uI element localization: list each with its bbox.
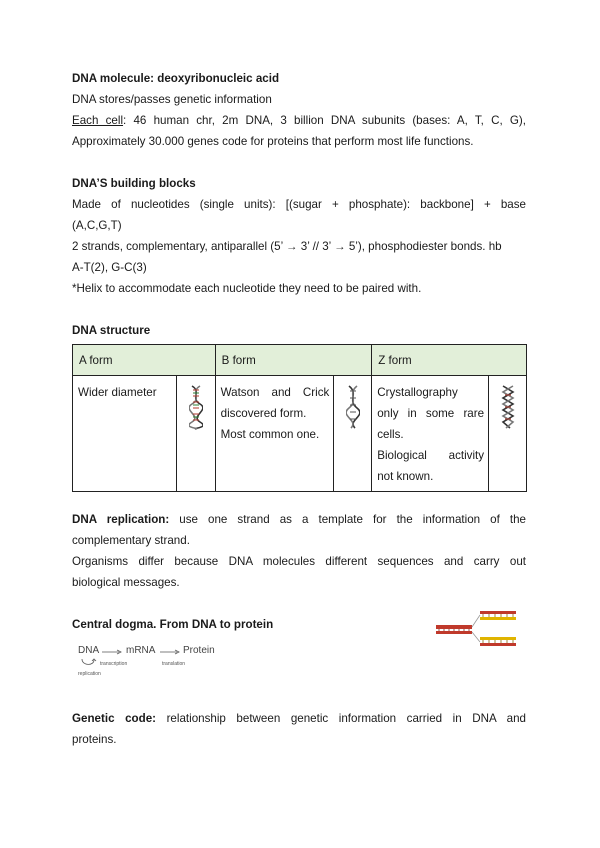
a-form-line: Wider diameter [78,386,157,399]
dogma-protein-label: Protein [183,645,215,656]
a-form-helix-cell [176,376,215,492]
dogma-translation-label: translation [162,661,186,667]
b-form-line: Watson and Crick [220,386,330,399]
section-heading-dna-structure: DNA structure [72,324,151,337]
each-cell-text: : 46 human chr, 2m DNA, 3 billion DNA subunits (bases: A, T, C, G), [123,114,527,127]
paragraph-line-genetic-code [72,708,526,729]
dna-strands-illustration [436,607,518,655]
table-header-row [73,345,527,376]
section-heading-dna-molecule: DNA molecule: deoxyribonucleic acid [72,72,280,85]
a-form-description [73,376,177,492]
replication-text: use one strand as a template for the information of the [169,513,526,526]
section-heading-building-blocks: DNA’S building blocks [72,177,196,190]
b-form-line: discovered form. [220,407,307,420]
replication-loop-icon [80,657,98,667]
section-heading-central-dogma: Central dogma. From DNA to protein [72,618,274,631]
z-form-line: Crystallography [377,386,458,399]
z-form-line: not known. [377,470,434,483]
z-form-helix-image [501,384,515,430]
z-form-line: only in some rare [377,407,485,420]
b-form-description [215,376,334,492]
arrow-right-icon [160,649,180,655]
paragraph-line-each-cell [72,110,526,131]
b-form-helix-cell [334,376,372,492]
dogma-mrna-label: mRNA [126,645,156,656]
a-form-helix-image [189,384,203,430]
column-header-a-form: A form [73,345,216,376]
z-form-description [372,376,489,492]
paragraph-line: Approximately 30.000 genes code for proteins that perform most life functions. [72,135,474,148]
paragraph-line: Made of nucleotides (single units): [(sugar + phosphate): backbone] + base [72,198,526,211]
paragraph-line: Organisms differ because DNA molecules different sequences and carry out [72,555,526,568]
paragraph-line: complementary strand. [72,534,190,547]
dogma-dna-label: DNA [78,645,100,656]
dogma-transcription-label: transcription [100,661,128,667]
b-form-line: Most common one. [220,428,320,441]
column-header-z-form: Z form [372,345,527,376]
each-cell-label: Each cell [72,114,124,127]
paragraph-line: 2 strands, complementary, antiparallel (5’ → 3’ // 3’ → 5’), phosphodiester bonds. hb [72,240,502,253]
dna-forms-table [72,344,527,492]
arrow-right-icon [102,649,122,655]
replication-label: DNA replication: [72,513,170,526]
paragraph-line: A-T(2), G-C(3) [72,261,147,274]
z-form-helix-cell [489,376,527,492]
b-form-helix-image [346,384,360,430]
dogma-replication-label: replication [78,671,101,677]
paragraph-line: *Helix to accommodate each nucleotide they need to be paired with. [72,282,422,295]
genetic-code-label: Genetic code: [72,712,157,725]
paragraph-line: (A,C,G,T) [72,219,122,232]
genetic-code-text: relationship between genetic information carried in DNA and [156,712,526,725]
central-dogma-diagram [78,643,228,679]
table-row [73,376,527,492]
paragraph-line: biological messages. [72,576,180,589]
paragraph-line: DNA stores/passes genetic information [72,93,272,106]
z-form-line: Biological activity [377,449,485,462]
column-header-b-form: B form [215,345,372,376]
paragraph-line-replication [72,509,526,530]
z-form-line: cells. [377,428,404,441]
paragraph-line: proteins. [72,733,117,746]
